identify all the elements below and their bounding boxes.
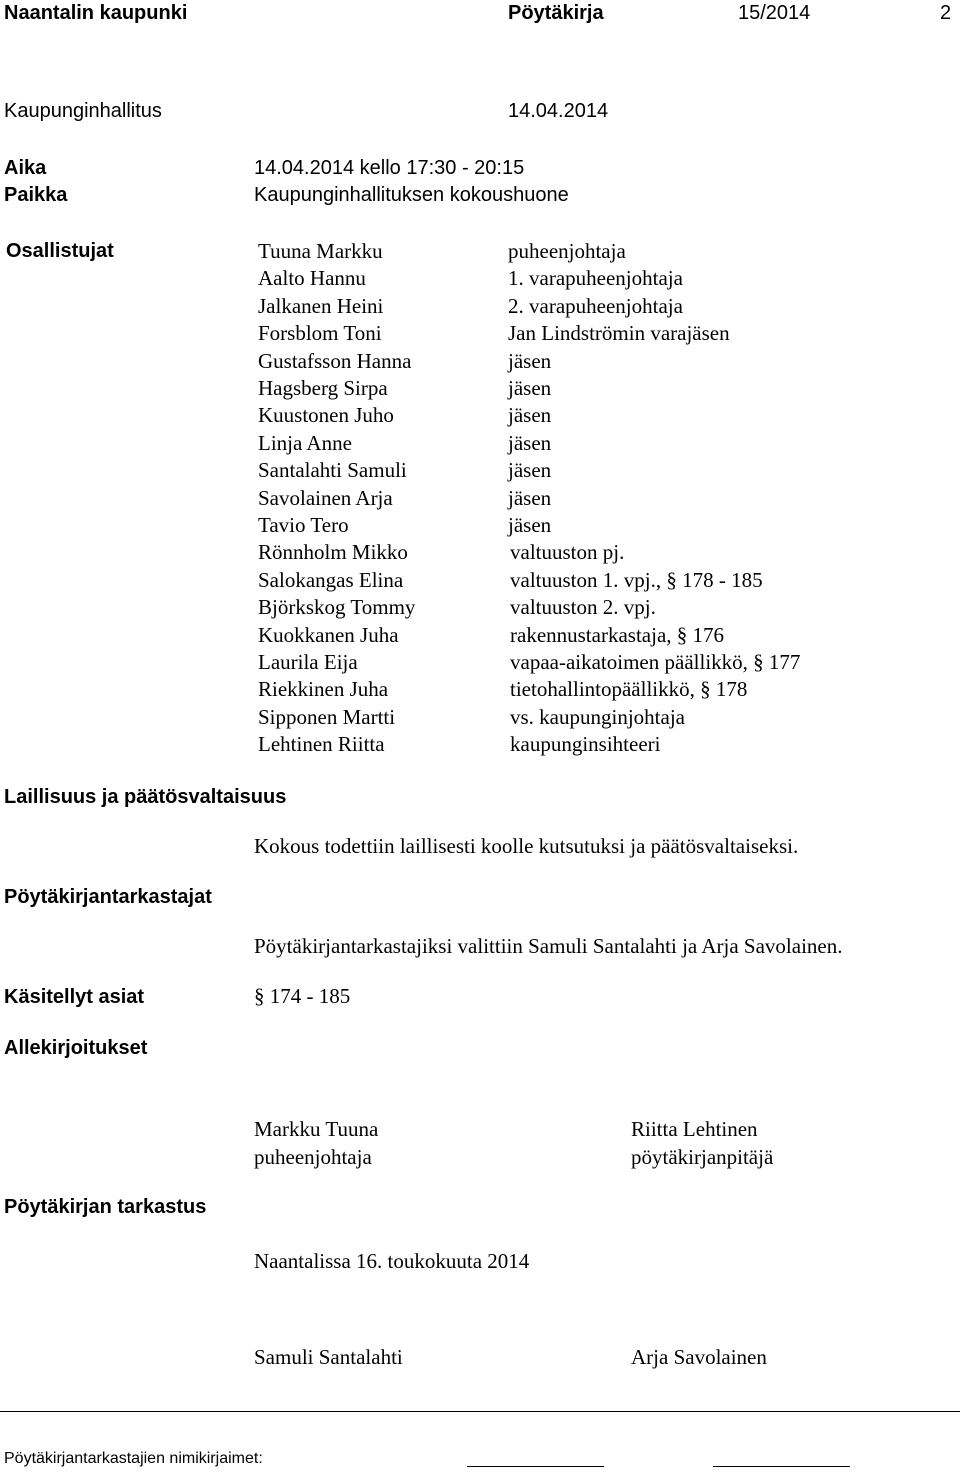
participant-name: Kuokkanen Juha — [258, 623, 399, 647]
participant-name: Gustafsson Hanna — [258, 349, 412, 373]
participant-role: jäsen — [508, 486, 552, 510]
secretary-role: pöytäkirjanpitäjä — [631, 1145, 774, 1169]
handled-value: § 174 - 185 — [254, 984, 351, 1008]
initials-line-left — [467, 1466, 604, 1467]
initials-line-right — [713, 1466, 850, 1467]
time-value: 14.04.2014 kello 17:30 - 20:15 — [254, 157, 525, 179]
participant-role: 1. varapuheenjohtaja — [508, 266, 683, 290]
time-label: Aika — [4, 157, 47, 179]
participant-name: Kuustonen Juho — [258, 403, 394, 427]
initials-label: Pöytäkirjantarkastajien nimikirjaimet: — [4, 1450, 263, 1467]
city-name: Naantalin kaupunki — [4, 2, 188, 24]
participant-name: Savolainen Arja — [258, 486, 393, 510]
participant-role: jäsen — [508, 403, 552, 427]
participant-role: valtuuston 1. vpj., § 178 - 185 — [510, 568, 763, 592]
handled-label: Käsitellyt asiat — [4, 986, 145, 1008]
participant-role: jäsen — [508, 458, 552, 482]
participant-role: jäsen — [508, 431, 552, 455]
body-name: Kaupunginhallitus — [4, 100, 162, 122]
participant-name: Sipponen Martti — [258, 705, 396, 729]
secretary-name: Riitta Lehtinen — [631, 1117, 758, 1141]
inspectors-text: Pöytäkirjantarkastajiksi valittiin Samuli Santalahti ja Arja Savolainen. — [254, 934, 843, 958]
participant-name: Jalkanen Heini — [258, 294, 384, 318]
participants-label: Osallistujat — [6, 240, 114, 262]
participant-role: Jan Lindströmin varajäsen — [508, 321, 730, 345]
participant-name: Rönnholm Mikko — [258, 540, 408, 564]
participant-role: vs. kaupunginjohtaja — [510, 705, 685, 729]
participant-role: valtuuston 2. vpj. — [510, 595, 656, 619]
footer-divider — [0, 1411, 960, 1412]
participant-role: 2. varapuheenjohtaja — [508, 294, 683, 318]
inspection-label: Pöytäkirjan tarkastus — [4, 1196, 207, 1218]
participant-name: Santalahti Samuli — [258, 458, 407, 482]
legality-text: Kokous todettiin laillisesti koolle kutsutuksi ja päätösvaltaiseksi. — [254, 834, 799, 858]
participant-role: valtuuston pj. — [510, 540, 625, 564]
signatures-label: Allekirjoitukset — [4, 1037, 148, 1059]
legality-label: Laillisuus ja päätösvaltaisuus — [4, 786, 287, 808]
inspectors-label: Pöytäkirjantarkastajat — [4, 886, 212, 908]
participant-name: Hagsberg Sirpa — [258, 376, 388, 400]
meeting-date: 14.04.2014 — [508, 100, 609, 122]
participant-name: Tuuna Markku — [258, 239, 383, 263]
participant-name: Lehtinen Riitta — [258, 732, 385, 756]
participant-name: Laurila Eija — [258, 650, 358, 674]
participant-role: jäsen — [508, 376, 552, 400]
inspection-place-date: Naantalissa 16. toukokuuta 2014 — [254, 1249, 530, 1273]
participant-role: rakennustarkastaja, § 176 — [510, 623, 725, 647]
participant-role: jäsen — [508, 513, 552, 537]
page-number: 2 — [940, 2, 952, 24]
participant-role: vapaa-aikatoimen päällikkö, § 177 — [510, 650, 801, 674]
doc-type: Pöytäkirja — [508, 2, 604, 24]
inspector-left-name: Samuli Santalahti — [254, 1345, 403, 1369]
participant-name: Björkskog Tommy — [258, 595, 416, 619]
participant-name: Riekkinen Juha — [258, 677, 389, 701]
participant-role: jäsen — [508, 349, 552, 373]
participant-role: kaupunginsihteeri — [510, 732, 661, 756]
participant-name: Forsblom Toni — [258, 321, 382, 345]
chair-name: Markku Tuuna — [254, 1117, 379, 1141]
place-value: Kaupunginhallituksen kokoushuone — [254, 184, 569, 206]
place-label: Paikka — [4, 184, 68, 206]
chair-role: puheenjohtaja — [254, 1145, 372, 1169]
participant-name: Tavio Tero — [258, 513, 349, 537]
participant-role: puheenjohtaja — [508, 239, 626, 263]
participant-role: tietohallintopäällikkö, § 178 — [510, 677, 748, 701]
participant-name: Salokangas Elina — [258, 568, 404, 592]
participant-name: Aalto Hannu — [258, 266, 366, 290]
doc-number: 15/2014 — [738, 2, 811, 24]
inspector-right-name: Arja Savolainen — [631, 1345, 767, 1369]
participant-name: Linja Anne — [258, 431, 352, 455]
